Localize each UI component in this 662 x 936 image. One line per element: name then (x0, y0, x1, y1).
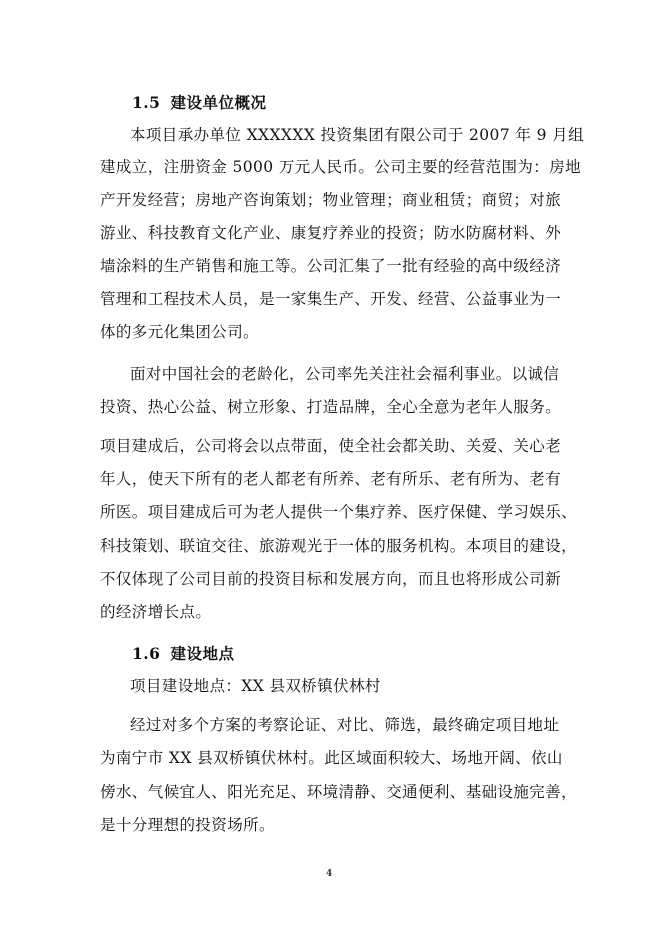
section-title: 建设单位概况 (170, 93, 267, 112)
section-heading-1-5 (132, 91, 266, 113)
paragraph-line: 为南宁市 XX 县双桥镇伏林村。此区域面积较大、场地开阔、依山 (100, 749, 563, 767)
section-number: 1.6 (132, 644, 161, 663)
paragraph-line: 科技策划、联谊交往、旅游观光于一体的服务机构。本项目的建设， (100, 537, 578, 555)
paragraph-line: 管理和工程技术人员，是一家集生产、开发、经营、公益事业为一 (100, 290, 562, 308)
page-number: 4 (326, 869, 333, 879)
paragraph-line: 傍水、气候宜人、阳光充足、环境清静、交通便利、基础设施完善， (100, 783, 578, 801)
paragraph-line: 游业、科技教育文化产业、康复疗养业的投资；防水防腐材料、外 (100, 224, 562, 242)
paragraph-line: 是十分理想的投资场所。 (100, 816, 275, 834)
paragraph-line: 经过对多个方案的考察论证、对比、筛选，最终确定项目地址 (130, 716, 560, 734)
paragraph-line: 不仅体现了公司目前的投资目标和发展方向，而且也将形成公司新 (100, 570, 562, 588)
section-title: 建设地点 (170, 644, 235, 663)
paragraph-line: 的经济增长点。 (100, 603, 212, 621)
paragraph-line: 年人，使天下所有的老人都老有所养、老有所乐、老有所为、老有 (100, 470, 562, 488)
paragraph-line: 墙涂料的生产销售和施工等。公司汇集了一批有经验的高中级经济 (100, 257, 562, 275)
paragraph-line: 所医。项目建成后可为老人提供一个集疗养、医疗保健、学习娱乐、 (100, 503, 578, 521)
paragraph-line: 建成立，注册资金 5000 万元人民币。公司主要的经营范围为：房地 (100, 158, 582, 176)
paragraph-line: 投资、热心公益、树立形象、打造品牌，全心全意为老年人服务。 (100, 398, 562, 416)
section-heading-1-6 (132, 642, 234, 664)
paragraph-line: 本项目承办单位 XXXXXX 投资集团有限公司于 2007 年 9 月组 (130, 126, 584, 144)
paragraph-line: 面对中国社会的老龄化，公司率先关注社会福利事业。以诚信 (130, 365, 560, 383)
paragraph-line: 体的多元化集团公司。 (100, 323, 260, 341)
paragraph-line: 产开发经营；房地产咨询策划；物业管理；商业租赁；商贸；对旅 (100, 191, 562, 209)
section-number: 1.5 (132, 93, 161, 112)
location-line: 项目建设地点：XX 县双桥镇伏林村 (130, 677, 381, 695)
paragraph-line: 项目建成后，公司将会以点带面，使全社会都关助、关爱、关心老 (100, 437, 562, 455)
